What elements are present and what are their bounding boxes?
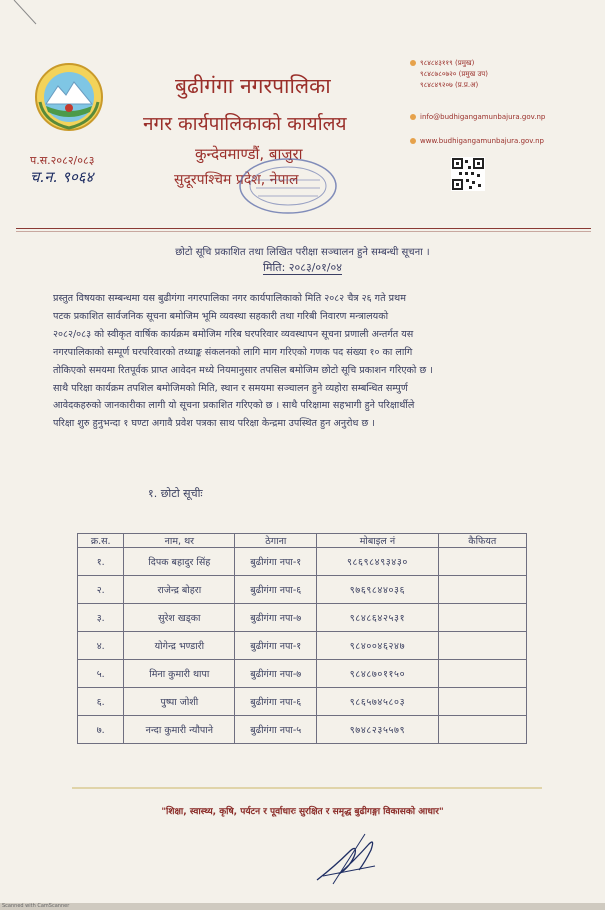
cell-mobile: ९८६९८४९३४३० (317, 548, 438, 576)
office-stamp (236, 156, 340, 216)
fiscal-year: प.स.२०८२/०८३ (30, 154, 95, 167)
date-text: मिति: २०८३/०१/०४ (263, 261, 342, 274)
shortlist-table (77, 533, 527, 744)
body-line: आवेदकहरुको जानकारीका लागी यो सूचना प्रकाशित गरिएको छ । साथै परिक्षामा सहभागी हुने परिक्षार्थीले (53, 400, 415, 412)
website-address: www.budhigangamunbajura.gov.np (420, 137, 544, 145)
body-line: तोकिएको समयमा रितपूर्वक प्राप्त आवेदन मध्ये नियमानुसार तपसिल बमोजिम छोटो सूचि प्रकाशन गरिएको छ । (53, 364, 433, 376)
website-line (410, 136, 544, 147)
cell-name: सुरेश खड्का (124, 604, 235, 632)
signature (305, 826, 395, 888)
table-row (78, 576, 527, 604)
cell-remarks (438, 660, 526, 688)
cell-address: बुढीगंगा नपा-१ (235, 632, 317, 660)
phone-2: ९८४८७८०७२० (प्रमुख उप) (420, 70, 489, 78)
table-row (78, 688, 527, 716)
cell-mobile: ९८४८६४२५३१ (317, 604, 438, 632)
body-line: साथै परिक्षा कार्यक्रम तपशिल बमोजिमको मिति, स्थान र समयमा सञ्चालन हुने व्यहोरा सम्बन्धित सम्पुर्ण (53, 382, 408, 394)
cell-name: दिपक बहादुर सिंह (124, 548, 235, 576)
globe-icon (410, 138, 416, 144)
cell-remarks (438, 576, 526, 604)
qr-code-icon (451, 157, 485, 191)
cell-name: नन्दा कुमारी न्यौपाने (124, 716, 235, 744)
cell-serial: १. (78, 548, 124, 576)
cell-name: योगेन्द्र भण्डारी (124, 632, 235, 660)
scan-bottom-strip (0, 903, 605, 910)
cell-mobile: ९७६९८४४०३६ (317, 576, 438, 604)
cell-remarks (438, 604, 526, 632)
body-line: नगरपालिकाको सम्पूर्ण घरपरिवारको तथ्याङ्क संकलनको लागि माग गरिएको गणक पद संख्या १० का लागि (53, 346, 413, 358)
cell-serial: ४. (78, 632, 124, 660)
phone-3: ९८४८४९२०७ (प्र.प्र.अ) (420, 81, 479, 89)
header-name: नाम, थर (124, 534, 235, 548)
office-subtitle: नगर कार्यपालिकाको कार्यालय (143, 113, 347, 135)
body-line: परिक्षा शुरु हुनुभन्दा १ घण्टा अगावै प्रवेश पत्रका साथ परिक्षा केन्द्रमा उपस्थित हुन अनुरोध छ । (53, 418, 375, 430)
municipality-logo-icon (34, 62, 104, 132)
cell-remarks (438, 632, 526, 660)
email-line (410, 112, 545, 123)
header-mobile: मोबाइल नं (317, 534, 438, 548)
phone-icon (410, 60, 416, 66)
cell-serial: ३. (78, 604, 124, 632)
table-header-row (78, 534, 527, 548)
cell-serial: ६. (78, 688, 124, 716)
table-row (78, 716, 527, 744)
office-name: बुढीगंगा नगरपालिका (175, 74, 331, 98)
shortlist-title: १. छोटो सूचीः (148, 487, 203, 500)
header-serial: क्र.स. (78, 534, 124, 548)
notice-body (53, 290, 561, 433)
cell-mobile: ९८४००४६२४७ (317, 632, 438, 660)
cell-name: राजेन्द्र बोहरा (124, 576, 235, 604)
cell-address: बुढीगंगा नपा-७ (235, 660, 317, 688)
phone-list (410, 58, 488, 91)
cell-remarks (438, 716, 526, 744)
scanner-watermark: Scanned with CamScanner (2, 903, 70, 909)
cell-address: बुढीगंगा नपा-६ (235, 688, 317, 716)
cell-address: बुढीगंगा नपा-१ (235, 548, 317, 576)
table-row (78, 548, 527, 576)
municipality-slogan: "शिक्षा, स्वास्थ्य, कृषि, पर्यटन र पूर्वाधारः सुरक्षित र समृद्ध बुढीगङ्गा विकासको आधार" (161, 807, 444, 817)
cell-name: पुष्पा जोशी (124, 688, 235, 716)
cell-mobile: ९७४८२३५५७९ (317, 716, 438, 744)
cell-address: बुढीगंगा नपा-५ (235, 716, 317, 744)
reference-block (30, 152, 94, 186)
cell-remarks (438, 548, 526, 576)
cell-mobile: ९८६५७४५८०३ (317, 688, 438, 716)
header-remarks: कैफियत (438, 534, 526, 548)
address-line-2: सुदूरपश्चिम प्रदेश, नेपाल (174, 172, 299, 188)
body-line: पटक प्रकाशित सार्वजनिक सूचना बमोजिम भूमि व्यवस्था सहकारी तथा गरिबी निवारण मन्त्रालयको (53, 310, 389, 322)
header-divider-secondary (16, 231, 591, 232)
phone-1: ९८४८४३११९ (प्रमुख) (420, 59, 475, 67)
cell-remarks (438, 688, 526, 716)
table-row (78, 604, 527, 632)
header-divider (16, 228, 591, 229)
table-row (78, 632, 527, 660)
address-line-1: कुन्देवमाण्डौं, बाजुरा (195, 145, 303, 163)
page-corner-fold (0, 0, 40, 40)
cell-address: बुढीगंगा नपा-६ (235, 576, 317, 604)
cell-serial: २. (78, 576, 124, 604)
cell-address: बुढीगंगा नपा-७ (235, 604, 317, 632)
cell-serial: ७. (78, 716, 124, 744)
cell-serial: ५. (78, 660, 124, 688)
table-row (78, 660, 527, 688)
email-icon (410, 114, 416, 120)
email-address: info@budhigangamunbajura.gov.np (420, 113, 546, 121)
body-line: २०८२/०८३ को स्वीकृत वार्षिक कार्यक्रम बमोजिम गरिब घरपरिवार व्यवस्थापन सूचना प्रणाली अन्तर्गत यस (53, 328, 414, 340)
body-line: प्रस्तुत विषयका सम्बन्धमा यस बुढीगंगा नगरपालिका नगर कार्यपालिकाको मिति २०८२ चैत्र २६ गते प्रथम (53, 293, 406, 304)
header-address: ठेगाना (235, 534, 317, 548)
notice-subject: छोटो सूचि प्रकाशित तथा लिखित परीक्षा सञ्चालन हुने सम्बन्धी सूचना । (175, 247, 430, 258)
footer-divider (72, 787, 542, 789)
cell-mobile: ९८४८७०११५० (317, 660, 438, 688)
dispatch-number: च.न. ९०६४ (30, 168, 94, 186)
notice-date (0, 260, 605, 275)
cell-name: मिना कुमारी थापा (124, 660, 235, 688)
